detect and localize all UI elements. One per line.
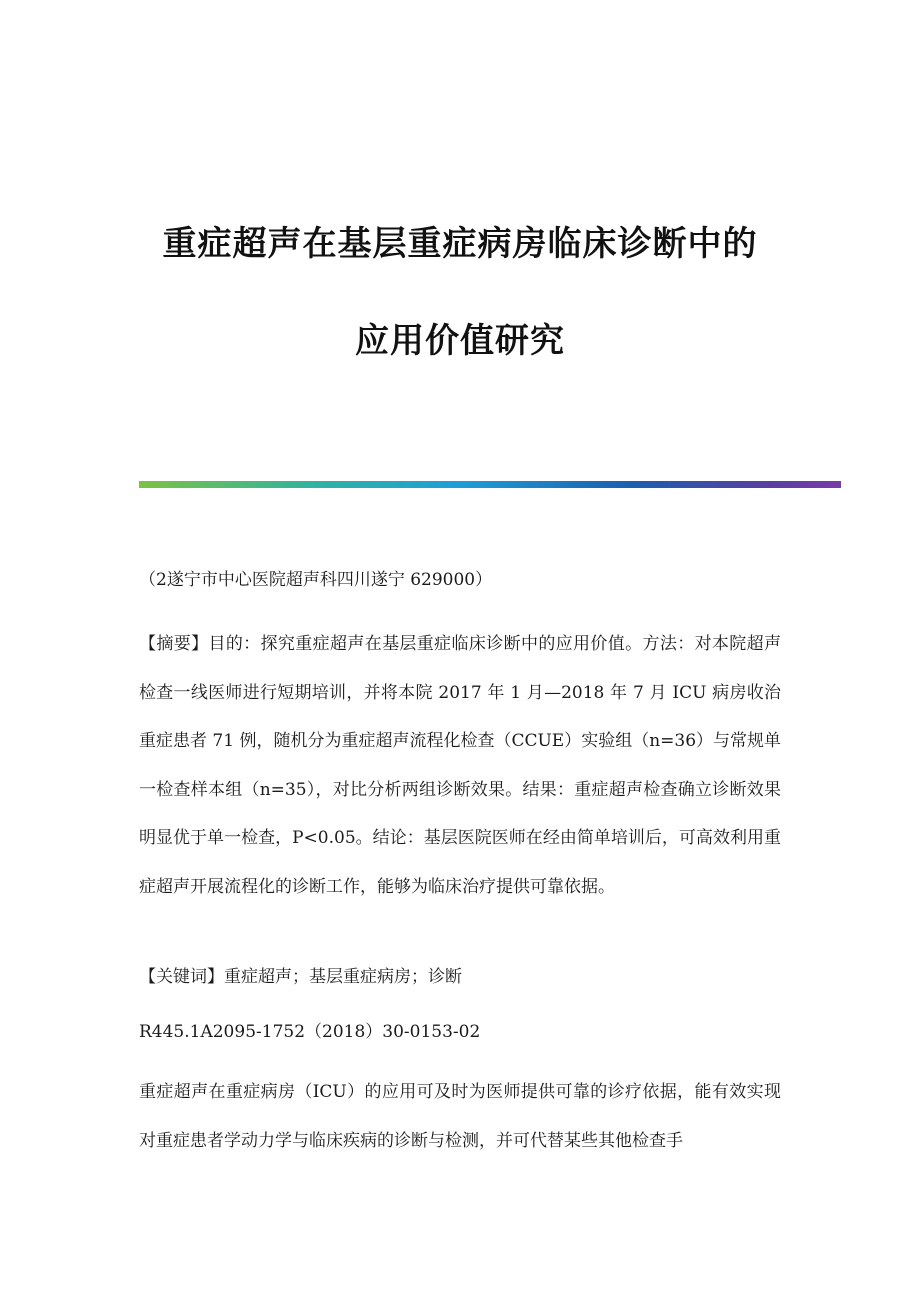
document-title-line-2: 应用价值研究 bbox=[355, 321, 565, 361]
keywords-text: 重症超声；基层重症病房；诊断 bbox=[224, 967, 462, 987]
author-affiliation: （2遂宁市中心医院超声科四川遂宁 629000） bbox=[139, 570, 493, 590]
abstract-paragraph bbox=[139, 620, 781, 911]
keywords-line bbox=[139, 965, 779, 989]
gradient-divider bbox=[139, 481, 841, 488]
abstract-text: 目的：探究重症超声在基层重症临床诊断中的应用价值。方法：对本院超声检查一线医师进行短期培训，并将本院 2017 年 1 月—2018 年 7 月 ICU 病房收治重症患者 71 例，随机分为重症超声流程化检查（CCUE）实验组（n=36）与常规单一检查样本组（n=35），对比分析两组诊断效果。结果：重症超声检查确立诊断效果明显优于单一检查，P<0.05。结论：基层医院医师在经由简单培训后，可高效利用重症超声开展流程化的诊断工作，能够为临床治疗提供可靠依据。 bbox=[139, 634, 782, 897]
classification-code: R445.1A2095-1752（2018）30-0153-02 bbox=[139, 1022, 481, 1042]
intro-paragraph: 重症超声在重症病房（ICU）的应用可及时为医师提供可靠的诊疗依据，能有效实现对重症患者学动力学与临床疾病的诊断与检测，并可代替某些其他检查手 bbox=[139, 1082, 781, 1151]
keywords-label: 【关键词】 bbox=[139, 967, 224, 987]
abstract-label: 【摘要】 bbox=[139, 634, 209, 654]
document-title-line-1: 重症超声在基层重症病房临床诊断中的 bbox=[162, 224, 758, 264]
